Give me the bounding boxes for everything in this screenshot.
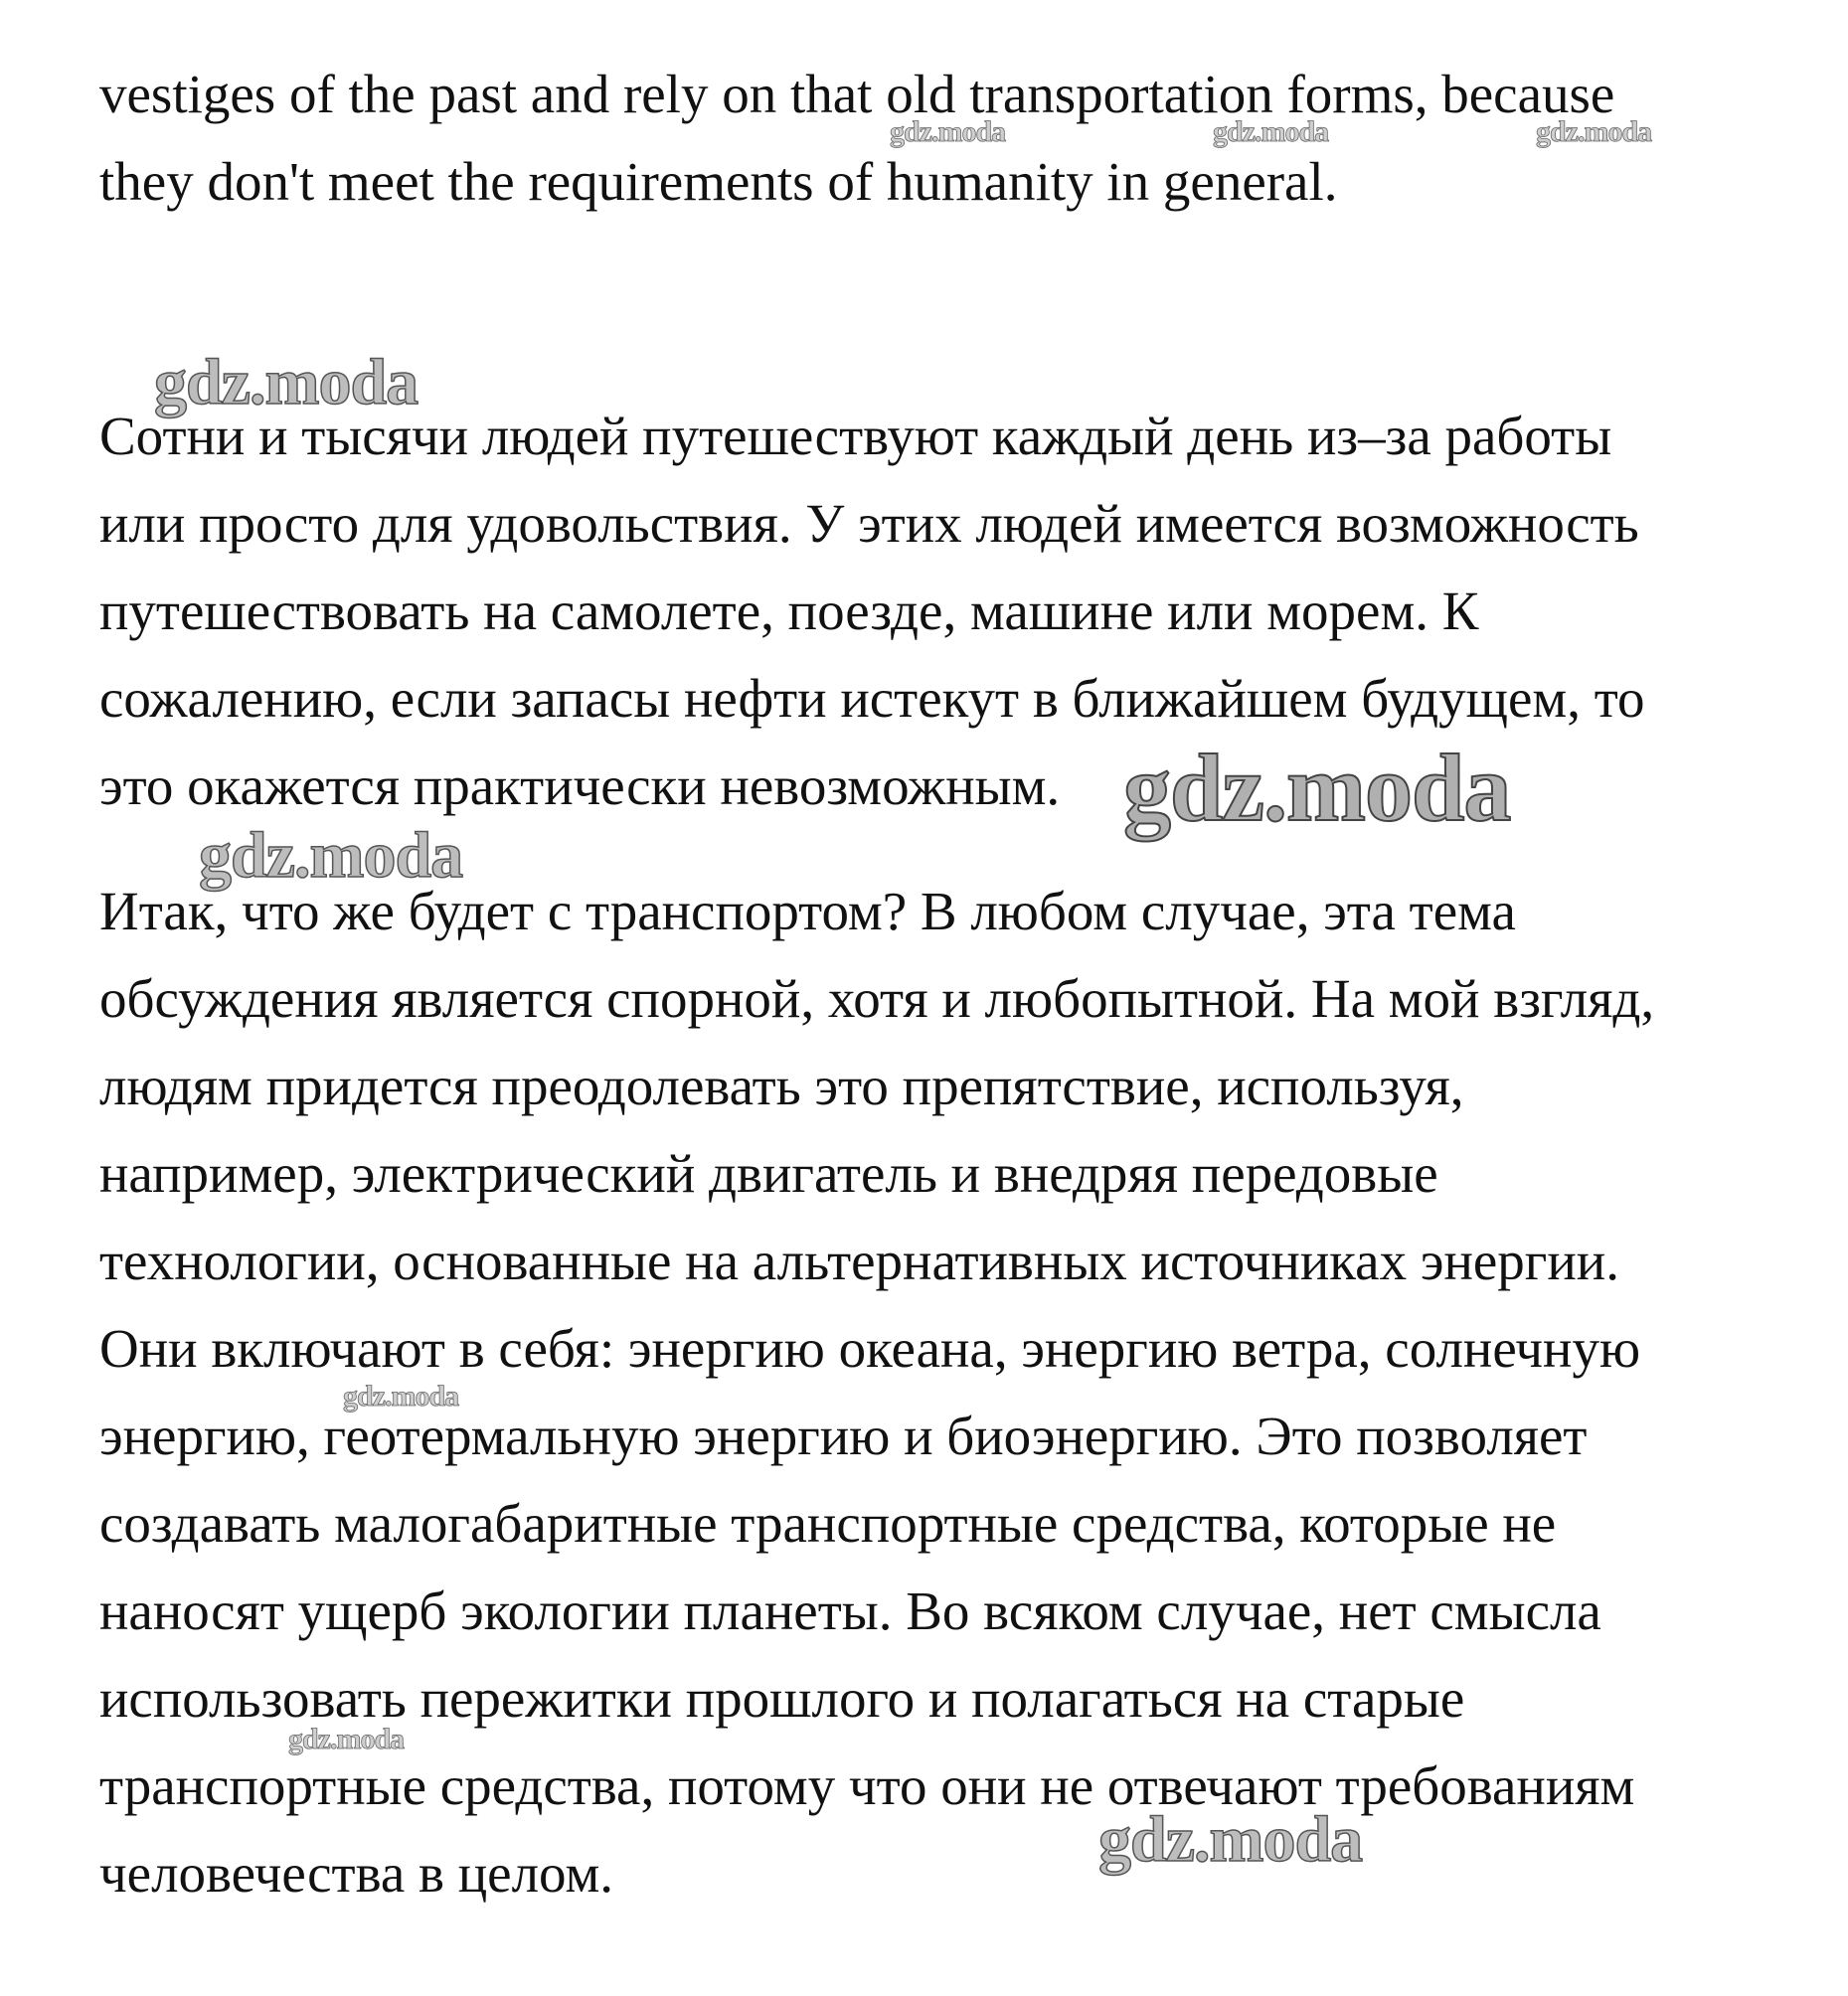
ru-p2-line-3: людям придется преодолевать это препятствие, используя,: [99, 1056, 1464, 1116]
ru-p1-line-3: путешествовать на самолете, поезде, машине или морем. К: [99, 581, 1479, 641]
ru-p2-line-1: Итак, что же будет с транспортом? В любом случае, эта тема: [99, 881, 1516, 941]
ru-p2-line-4: например, электрический двигатель и внедряя передовые: [99, 1143, 1438, 1204]
ru-p1-line-2: или просто для удовольствия. У этих людей имеется возможность: [99, 493, 1639, 554]
ru-p2-line-8: создавать малогабаритные транспортные средства, которые не: [99, 1493, 1557, 1554]
ru-p2-line-6: Они включают в себя: энергию океана, энергию ветра, солнечную: [99, 1318, 1641, 1379]
english-line-2: they don't meet the requirements of humanity in general.: [99, 151, 1338, 212]
ru-p2-line-7: энергию, геотермальную энергию и биоэнергию. Это позволяет: [99, 1406, 1588, 1466]
ru-p2-line-2: обсуждения является спорной, хотя и любопытной. На мой взгляд,: [99, 968, 1655, 1029]
watermark-logo: gdz.moda: [154, 346, 419, 418]
watermark-logo: gdz.moda: [1098, 1803, 1363, 1876]
ru-p2-line-11: транспортные средства, потому что они не отвечают требованиям: [99, 1755, 1635, 1816]
ru-p2-line-10: использовать пережитки прошлого и полагаться на старые: [99, 1668, 1465, 1729]
watermark-logo: gdz.moda: [343, 1380, 459, 1413]
watermark-logo: gdz.moda: [1536, 115, 1652, 148]
watermark-logo: gdz.moda: [890, 115, 1006, 148]
ru-p1-line-5: это окажется практически невозможным.: [99, 755, 1061, 816]
ru-p1-line-1: Сотни и тысячи людей путешествуют каждый день из–за работы: [99, 406, 1612, 466]
watermark-logo: gdz.moda: [1123, 735, 1511, 841]
ru-p2-line-9: наносят ущерб экологии планеты. Во всяком случае, нет смысла: [99, 1580, 1601, 1641]
ru-p1-line-4: сожалению, если запасы нефти истекут в ближайшем будущем, то: [99, 668, 1645, 729]
ru-p2-line-12: человечества в целом.: [99, 1843, 614, 1904]
ru-p2-line-5: технологии, основанные на альтернативных источниках энергии.: [99, 1231, 1619, 1291]
watermark-logo: gdz.moda: [288, 1723, 405, 1755]
english-line-1: vestiges of the past and rely on that old transportation forms, because: [99, 64, 1615, 124]
watermark-logo: gdz.moda: [1213, 115, 1329, 148]
watermark-logo: gdz.moda: [199, 819, 463, 892]
